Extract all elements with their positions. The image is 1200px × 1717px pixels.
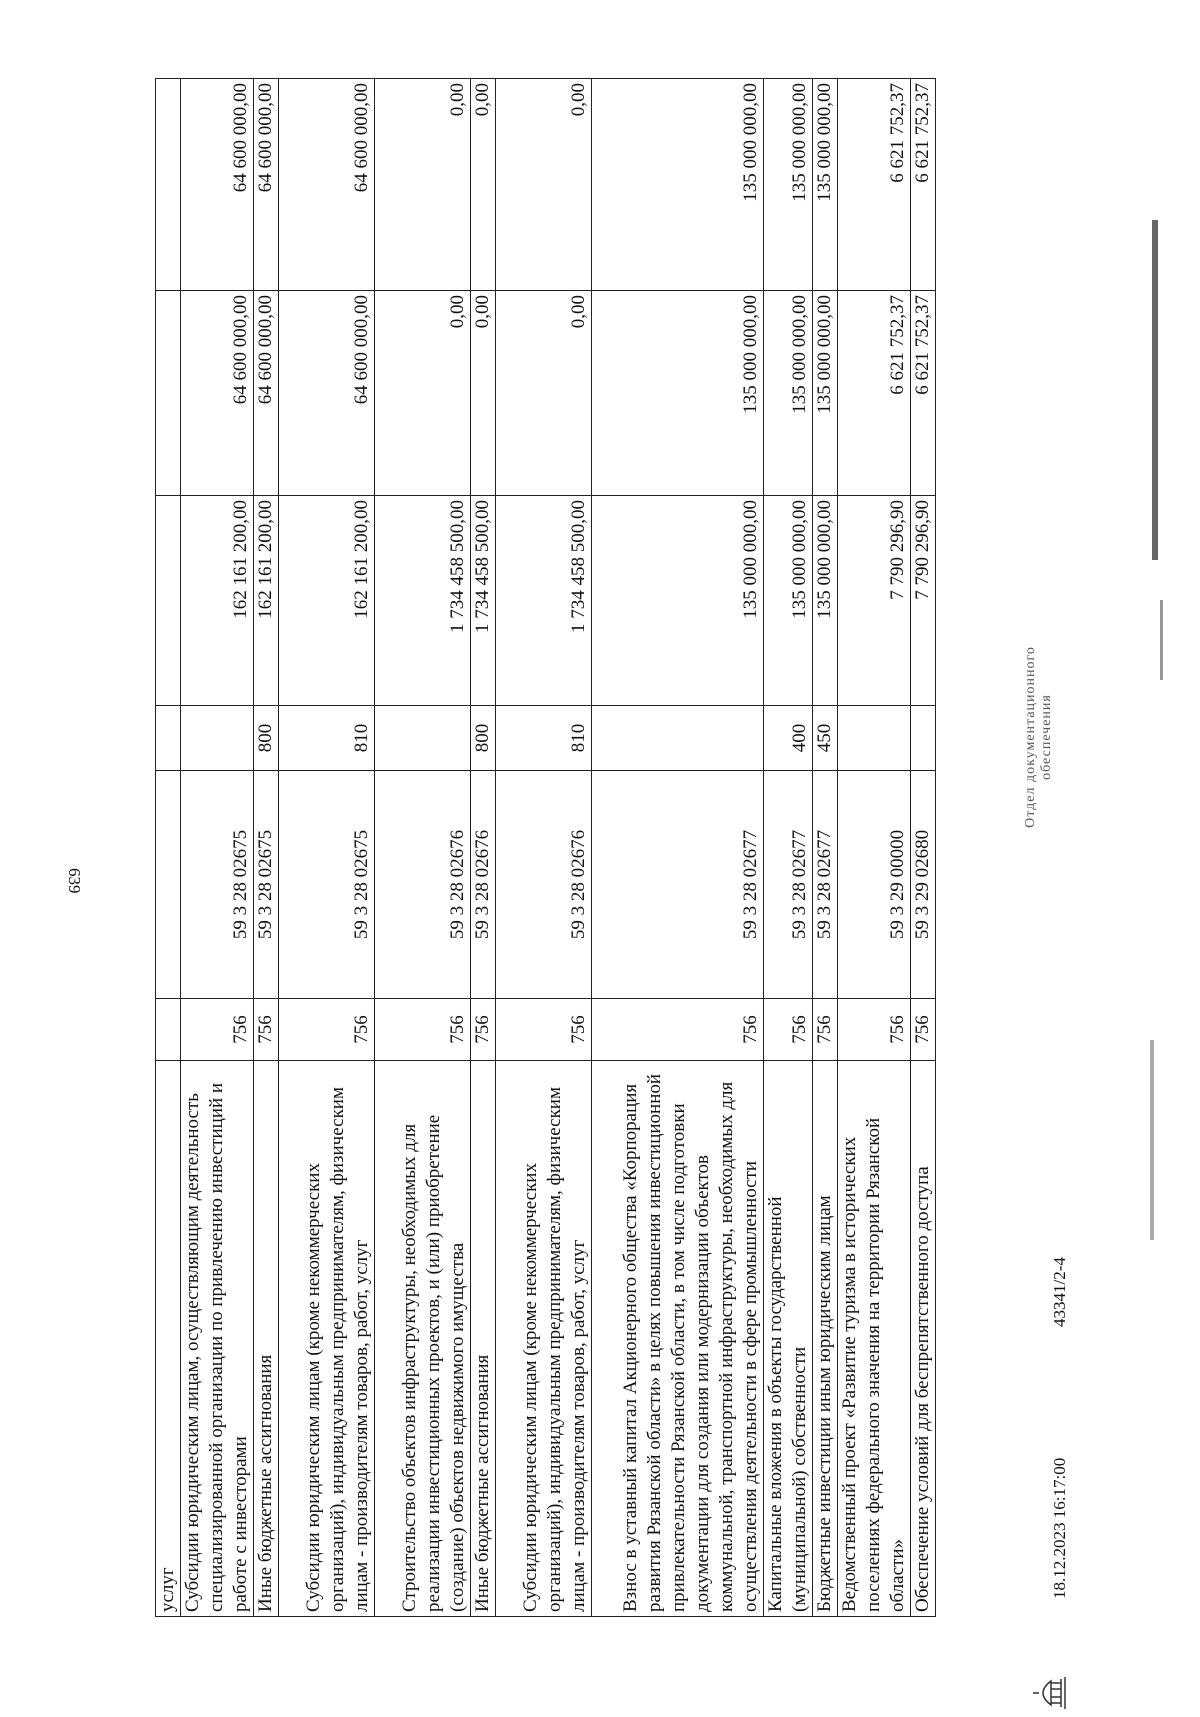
amount-2026-cell: 64 600 000,00 [181, 79, 254, 291]
expense-type-cell [375, 706, 471, 771]
name-cell: Строительство объектов инфраструктуры, необходимых для реализации инвестиционных проектов, и (или) приобретение (создание) объектов недвижимого имущества [375, 1061, 471, 1617]
target-article-cell: 59 3 28 02677 [592, 771, 764, 999]
table-row [764, 79, 813, 1617]
amount-2024-cell: 162 161 200,00 [181, 496, 254, 706]
table-row [838, 79, 911, 1617]
rotated-page-content [155, 79, 1069, 1617]
amount-2026-cell: 0,00 [496, 79, 592, 291]
target-article-cell: 59 3 28 02676 [471, 771, 496, 999]
expense-type-cell: 800 [254, 706, 279, 771]
target-article-cell: 59 3 28 02675 [181, 771, 254, 999]
amount-2024-cell: 1 734 458 500,00 [375, 496, 471, 706]
name-cell: Субсидии юридическим лицам, осуществляющим деятельность специализированной организации по привлечению инвестиций и работе с инвесторами [181, 1061, 254, 1617]
target-article-cell: 59 3 29 00000 [838, 771, 911, 999]
department-code-cell: 756 [254, 999, 279, 1061]
department-code-cell: 756 [592, 999, 764, 1061]
name-cell: Взнос в уставный капитал Акционерного общества «Корпорация развития Рязанской области» в целях повышения инвестиционной привлекательности Рязанской области, в том числе подготовки документации для создания или модернизации объектов коммунальной, транспортной инфраструктуры, необходимых для осуществления деятельности в сфере промышленности [592, 1061, 764, 1617]
stamp-line-2: обеспечения [1039, 694, 1054, 780]
amount-2026-cell: 6 621 752,37 [838, 79, 911, 291]
amount-2026-cell: 135 000 000,00 [764, 79, 813, 291]
expense-type-cell: 800 [471, 706, 496, 771]
name-cell: Иные бюджетные ассигнования [254, 1061, 279, 1617]
amount-2024-cell: 7 790 296,90 [838, 496, 911, 706]
amount-2025-cell: 64 600 000,00 [279, 291, 375, 496]
expense-type-cell: 400 [764, 706, 813, 771]
duma-logo [1027, 1669, 1075, 1717]
amount-2025-cell: 135 000 000,00 [764, 291, 813, 496]
budget-table [155, 78, 936, 1617]
table-row [279, 79, 375, 1617]
table-row [813, 79, 838, 1617]
department-code-cell: 756 [375, 999, 471, 1061]
name-cell: Ведомственный проект «Развитие туризма в исторических поселениях федерального значения на территории Рязанской области» [838, 1061, 911, 1617]
table-row [254, 79, 279, 1617]
amount-2024-cell: 162 161 200,00 [254, 496, 279, 706]
expense-type-cell [911, 706, 936, 771]
amount-2026-cell: 0,00 [471, 79, 496, 291]
department-code-cell: 756 [471, 999, 496, 1061]
scan-edge-artifact [1130, 40, 1200, 1600]
table-row [156, 79, 181, 1617]
expense-type-cell [181, 706, 254, 771]
amount-2024-cell: 135 000 000,00 [813, 496, 838, 706]
amount-2025-cell: 135 000 000,00 [592, 291, 764, 496]
stamp-line-1: Отдел документационного [1023, 646, 1038, 828]
table-row [181, 79, 254, 1617]
table-row [911, 79, 936, 1617]
table-row [496, 79, 592, 1617]
name-cell: Капитальные вложения в объекты государственной (муниципальной) собственности [764, 1061, 813, 1617]
target-article-cell: 59 3 28 02677 [813, 771, 838, 999]
amount-2026-cell: 6 621 752,37 [911, 79, 936, 291]
amount-2026-cell: 0,00 [375, 79, 471, 291]
department-stamp [1023, 617, 1055, 857]
amount-2024-cell: 162 161 200,00 [279, 496, 375, 706]
expense-type-cell: 810 [496, 706, 592, 771]
expense-type-cell [838, 706, 911, 771]
target-article-cell: 59 3 28 02675 [279, 771, 375, 999]
expense-type-cell [592, 706, 764, 771]
target-article-cell [156, 771, 181, 999]
amount-2025-cell: 0,00 [471, 291, 496, 496]
department-code-cell: 756 [181, 999, 254, 1061]
amount-2024-cell: 135 000 000,00 [764, 496, 813, 706]
amount-2025-cell: 0,00 [375, 291, 471, 496]
target-article-cell: 59 3 29 02680 [911, 771, 936, 999]
target-article-cell: 59 3 28 02675 [254, 771, 279, 999]
department-code-cell: 756 [279, 999, 375, 1061]
amount-2024-cell: 1 734 458 500,00 [471, 496, 496, 706]
amount-2025-cell: 64 600 000,00 [181, 291, 254, 496]
amount-2025-cell: 6 621 752,37 [838, 291, 911, 496]
table-row [375, 79, 471, 1617]
amount-2025-cell [156, 291, 181, 496]
target-article-cell: 59 3 28 02676 [375, 771, 471, 999]
page-number: 639 [65, 868, 84, 894]
amount-2026-cell: 135 000 000,00 [592, 79, 764, 291]
footer-date: 18.12.2023 16:17:00 [1050, 1457, 1069, 1599]
target-article-cell: 59 3 28 02677 [764, 771, 813, 999]
amount-2024-cell: 135 000 000,00 [592, 496, 764, 706]
amount-2025-cell: 6 621 752,37 [911, 291, 936, 496]
name-cell: Бюджетные инвестиции иным юридическим лицам [813, 1061, 838, 1617]
department-code-cell: 756 [838, 999, 911, 1061]
amount-2025-cell: 64 600 000,00 [254, 291, 279, 496]
expense-type-cell: 810 [279, 706, 375, 771]
expense-type-cell: 450 [813, 706, 838, 771]
table-row [471, 79, 496, 1617]
amount-2024-cell: 7 790 296,90 [911, 496, 936, 706]
table-row [592, 79, 764, 1617]
amount-2026-cell: 135 000 000,00 [813, 79, 838, 291]
amount-2026-cell [156, 79, 181, 291]
amount-2025-cell: 0,00 [496, 291, 592, 496]
amount-2024-cell [156, 496, 181, 706]
department-code-cell: 756 [764, 999, 813, 1061]
footer-code: 43341/2-4 [1050, 1257, 1069, 1327]
name-cell: Обеспечение условий для беспрепятственного доступа [911, 1061, 936, 1617]
department-code-cell: 756 [911, 999, 936, 1061]
name-cell: Иные бюджетные ассигнования [471, 1061, 496, 1617]
name-cell: Субсидии юридическим лицам (кроме некоммерческих организаций), индивидуальным предпринимателям, физическим лицам - производителям товаров, работ, услуг [496, 1061, 592, 1617]
target-article-cell: 59 3 28 02676 [496, 771, 592, 999]
amount-2026-cell: 64 600 000,00 [279, 79, 375, 291]
amount-2025-cell: 135 000 000,00 [813, 291, 838, 496]
amount-2026-cell: 64 600 000,00 [254, 79, 279, 291]
amount-2024-cell: 1 734 458 500,00 [496, 496, 592, 706]
name-cell: услуг [156, 1061, 181, 1617]
name-cell: Субсидии юридическим лицам (кроме некоммерческих организаций), индивидуальным предпринимателям, физическим лицам - производителям товаров, работ, услуг [279, 1061, 375, 1617]
expense-type-cell [156, 706, 181, 771]
department-code-cell: 756 [496, 999, 592, 1061]
department-code-cell [156, 999, 181, 1061]
department-code-cell: 756 [813, 999, 838, 1061]
